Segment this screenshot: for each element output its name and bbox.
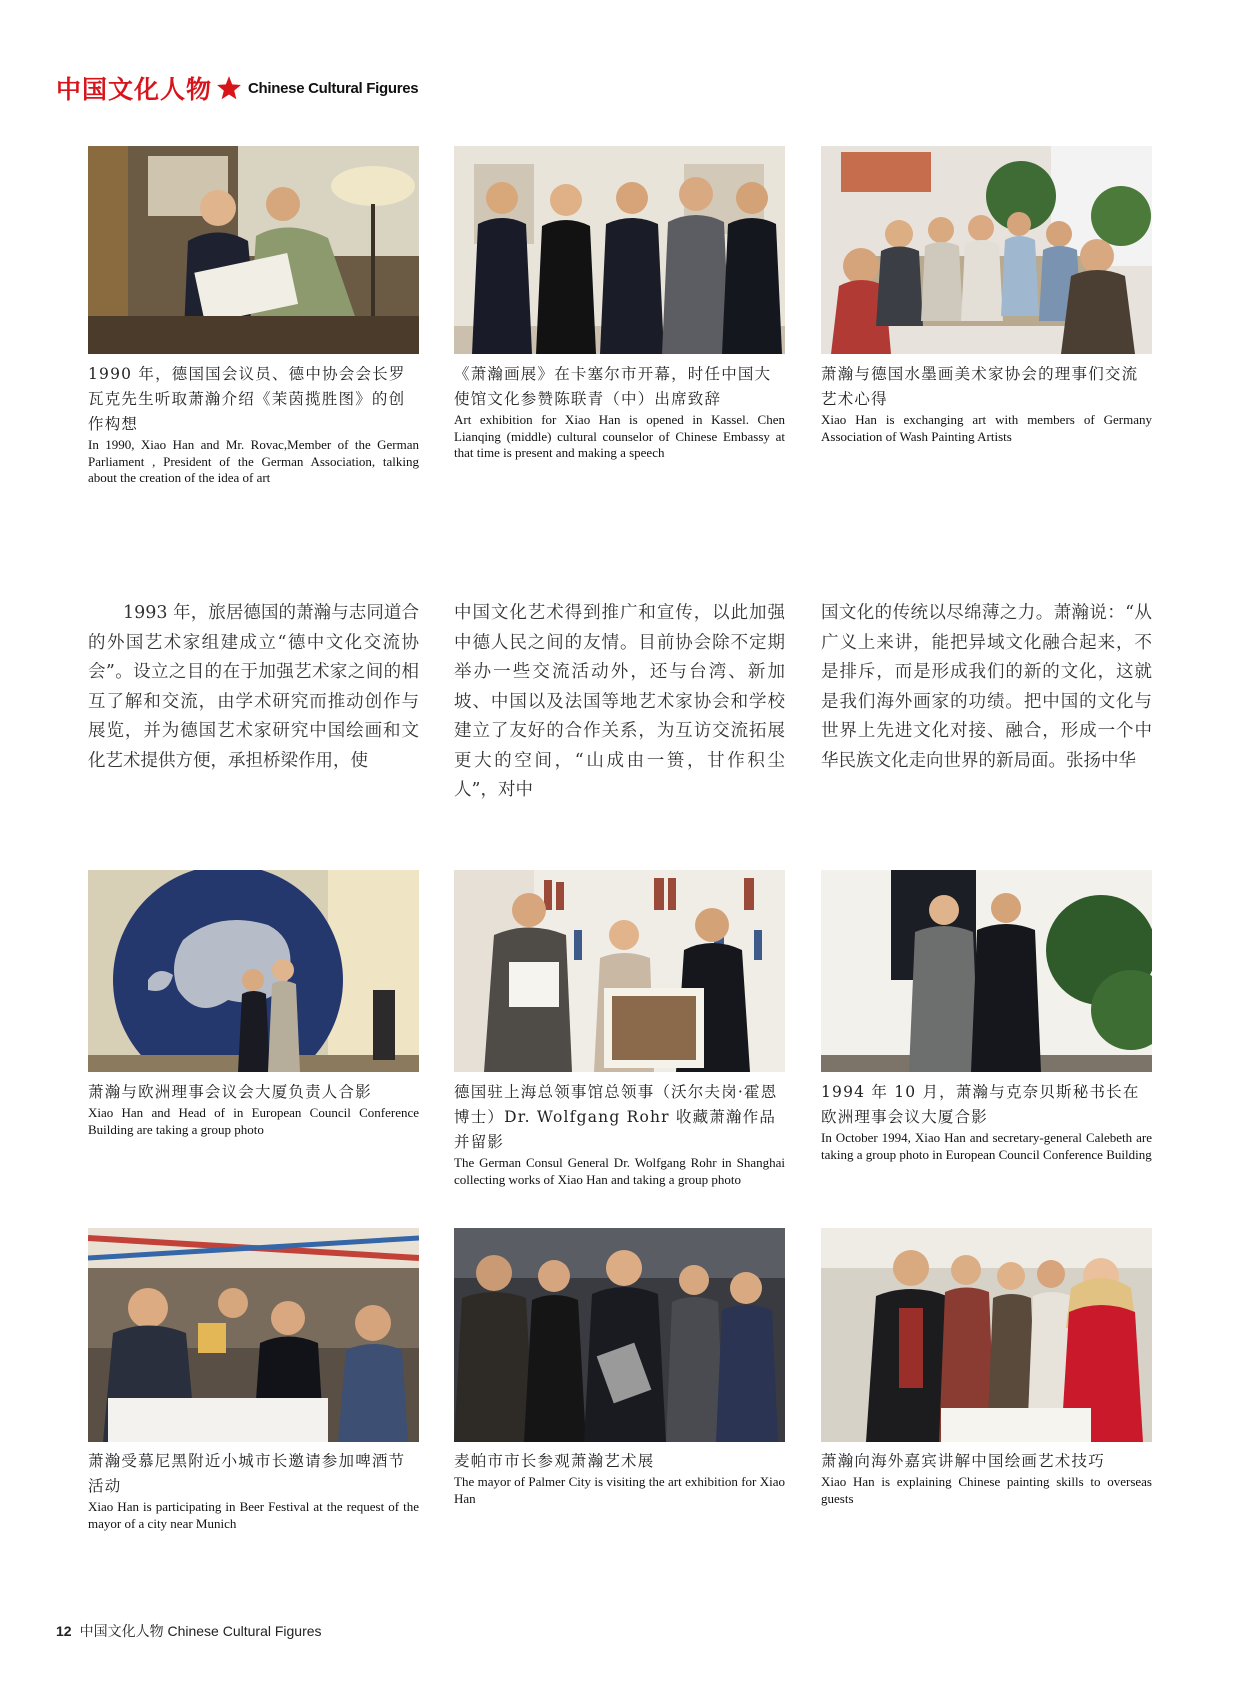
- caption-cn: 1994 年 10 月，萧瀚与克奈贝斯秘书长在欧洲理事会议大厦合影: [821, 1083, 1140, 1126]
- photo-mayor-visit: [454, 1228, 785, 1442]
- photo-exhibition-opening: [454, 146, 785, 354]
- caption-cn: 《萧瀚画展》在卡塞尔市开幕，时任中国大使馆文化参赞陈联青（中）出席致辞: [454, 365, 772, 408]
- caption-7: [88, 1449, 419, 1532]
- caption-en: In 1990, Xiao Han and Mr. Rovac,Member of the German Parliament , President of the German Association, talking about the creation of the idea of art: [88, 437, 419, 485]
- caption-5: [454, 1080, 785, 1188]
- caption-en: Xiao Han and Head of in European Council Conference Building are taking a group photo: [88, 1105, 419, 1137]
- caption-2: [454, 362, 785, 462]
- caption-4: [88, 1080, 419, 1138]
- photo-reading-book: [88, 146, 419, 354]
- caption-en: Xiao Han is participating in Beer Festival at the request of the mayor of a city near Munich: [88, 1499, 419, 1531]
- caption-en: Xiao Han is explaining Chinese painting skills to overseas guests: [821, 1474, 1152, 1506]
- caption-cn: 萧瀚与德国水墨画美术家协会的理事们交流艺术心得: [821, 365, 1139, 408]
- photo-painting-presentation: [454, 870, 785, 1072]
- article-column-3: 国文化的传统以尽绵薄之力。萧瀚说：“从广义上来讲，能把异域文化融合起来，不是排斥，而是形成我们的新的文化，这就是我们海外画家的功绩。把中国的文化与世界上先进文化对接、融合，形成一个中华民族文化走向世界的新局面。张扬中华: [821, 603, 1152, 771]
- caption-en: In October 1994, Xiao Han and secretary-general Calebeth are taking a group photo in European Council Conference Building: [821, 1130, 1152, 1162]
- photo-beer-festival: [88, 1228, 419, 1442]
- caption-en: Xiao Han is exchanging art with members of Germany Association of Wash Painting Artists: [821, 412, 1152, 444]
- photo-sofa-group: [821, 146, 1152, 354]
- caption-cn: 萧瀚受慕尼黑附近小城市长邀请参加啤酒节活动: [88, 1452, 406, 1495]
- caption-3: [821, 362, 1152, 445]
- caption-en: Art exhibition for Xiao Han is opened in Kassel. Chen Lianqing (middle) cultural counselor of Chinese Embassy at that time is present and making a speech: [454, 412, 785, 460]
- article-column-1: 1993 年，旅居德国的萧瀚与志同道合的外国艺术家组建成立“德中文化交流协会”。设立之目的在于加强艺术家之间的相互了解和交流，由学术研究而推动创作与展览，并为德国艺术家研究中国绘画和文化艺术提供方便，承担桥梁作用，使: [88, 603, 419, 771]
- page-header: [56, 70, 418, 106]
- caption-9: [821, 1449, 1152, 1507]
- photo-painting-lesson: [821, 1228, 1152, 1442]
- caption-cn: 萧瀚与欧洲理事会议会大厦负责人合影: [88, 1083, 372, 1101]
- page-number: 12: [56, 1623, 72, 1639]
- article-column-2: 中国文化艺术得到推广和宣传，以此加强中德人民之间的友情。目前协会除不定期举办一些交流活动外，还与台湾、新加坡、中国以及法国等地艺术家协会和学校建立了友好的合作关系，为互访交流拓展更大的空间，“山成由一篑，甘作积尘人”，对中: [454, 603, 785, 800]
- magazine-logo-en: Chinese Cultural Figures: [248, 79, 419, 97]
- caption-6: [821, 1080, 1152, 1163]
- caption-cn: 萧瀚向海外嘉宾讲解中国绘画艺术技巧: [821, 1452, 1105, 1470]
- caption-en: The mayor of Palmer City is visiting the art exhibition for Xiao Han: [454, 1474, 785, 1506]
- caption-cn: 麦帕市市长参观萧瀚艺术展: [454, 1452, 655, 1470]
- photo-council-building: [821, 870, 1152, 1072]
- caption-8: [454, 1449, 785, 1507]
- caption-cn: 1990 年，德国国会议员、德中协会会长罗瓦克先生听取萧瀚介绍《茉茵揽胜图》的创作构想: [88, 365, 406, 433]
- caption-en: The German Consul General Dr. Wolfgang Rohr in Shanghai collecting works of Xiao Han and taking a group photo: [454, 1155, 785, 1187]
- magazine-logo-cn: 中国文化人物: [56, 75, 213, 104]
- caption-cn: 德国驻上海总领事馆总领事（沃尔夫岗·霍恩博士）Dr. Wolfgang Rohr 收藏萧瀚作品并留影: [454, 1083, 778, 1151]
- footer-title: 中国文化人物 Chinese Cultural Figures: [79, 1623, 322, 1639]
- photo-europe-globe: [88, 870, 419, 1072]
- caption-1: [88, 362, 419, 487]
- star-icon: [216, 75, 242, 101]
- page-footer: [56, 1621, 322, 1641]
